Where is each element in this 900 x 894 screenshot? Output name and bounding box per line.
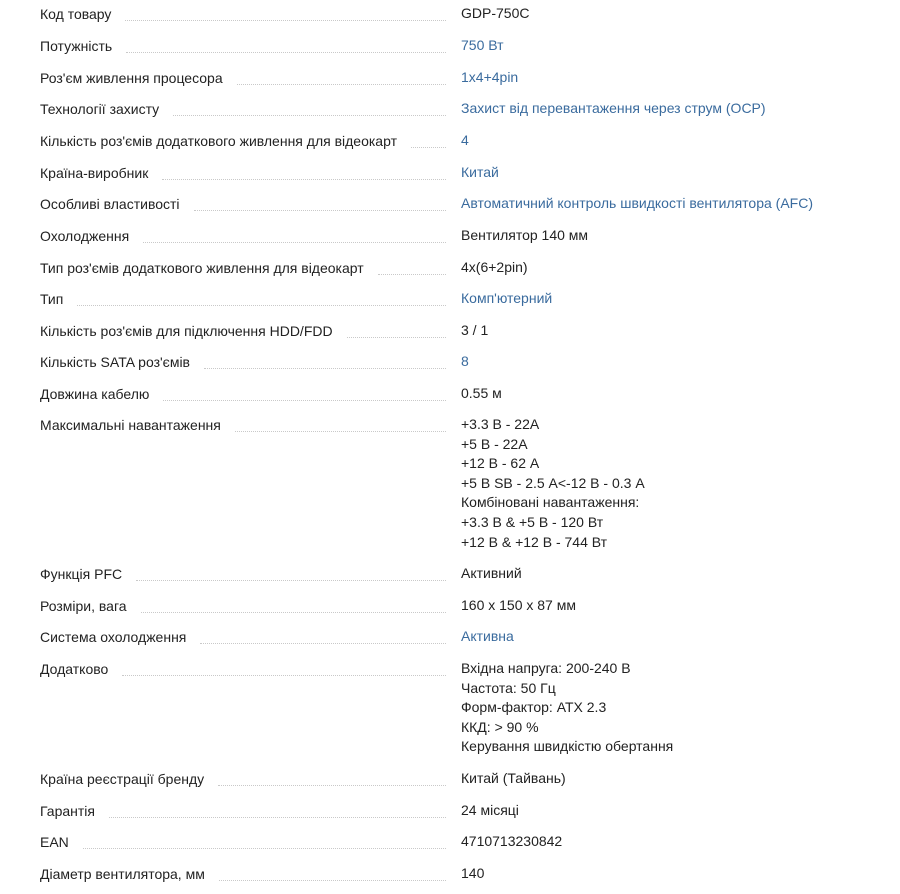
spec-value-link[interactable] <box>446 352 469 372</box>
spec-value-line: 4710713230842 <box>461 833 563 849</box>
spec-row <box>0 832 900 852</box>
spec-value-line: +5 В SB - 2.5 А<-12 В - 0.3 А <box>461 474 645 491</box>
spec-label: Країна-виробник <box>40 163 162 183</box>
spec-row <box>0 352 900 372</box>
spec-value-line: 4x(6+2pin) <box>461 259 528 275</box>
dotted-leader <box>141 611 446 613</box>
spec-label-cell <box>0 163 446 183</box>
spec-value <box>446 832 562 852</box>
spec-label: Країна реєстрації бренду <box>40 769 218 789</box>
spec-row <box>0 564 900 584</box>
spec-label: Тип роз'ємів додаткового живлення для відеокарт <box>40 258 378 278</box>
spec-label: Система охолодження <box>40 627 200 647</box>
spec-value-line: Форм-фактор: ATX 2.3 <box>461 699 607 716</box>
spec-value-line: Комбіновані навантаження: <box>461 494 640 511</box>
spec-label: Кількість роз'ємів для підключення HDD/FDD <box>40 321 347 341</box>
spec-value <box>446 4 529 24</box>
spec-value-line[interactable]: Китай <box>461 164 499 180</box>
spec-value-line[interactable]: Активна <box>461 628 514 644</box>
spec-value-line: +12 В - 62 А <box>461 455 540 472</box>
spec-row <box>0 194 900 214</box>
spec-value <box>446 564 522 584</box>
spec-value-link[interactable] <box>446 194 813 214</box>
spec-row <box>0 289 900 309</box>
spec-label-cell <box>0 415 446 435</box>
spec-value-link[interactable] <box>446 131 469 151</box>
dotted-leader <box>204 367 446 369</box>
spec-value-line: +12 В & +12 В - 744 Вт <box>461 533 608 550</box>
spec-label-cell <box>0 99 446 119</box>
dotted-leader <box>411 146 446 148</box>
spec-label: Роз'єм живлення процесора <box>40 68 237 88</box>
spec-row <box>0 68 900 88</box>
spec-label-cell <box>0 659 446 679</box>
spec-row <box>0 415 900 552</box>
spec-value-line[interactable]: Захист від перевантаження через струм (OCP) <box>461 100 766 116</box>
spec-value <box>446 864 484 884</box>
spec-label: Потужність <box>40 36 126 56</box>
dotted-leader <box>162 178 446 180</box>
dotted-leader <box>122 674 446 676</box>
dotted-leader <box>143 241 446 243</box>
spec-value-line[interactable]: 4 <box>461 132 469 148</box>
dotted-leader <box>237 83 446 85</box>
spec-row <box>0 659 900 757</box>
spec-value-line: Вентилятор 140 мм <box>461 227 589 243</box>
spec-row <box>0 321 900 341</box>
spec-value-line: 24 місяці <box>461 802 519 818</box>
spec-label: Код товару <box>40 4 125 24</box>
spec-label-cell <box>0 289 446 309</box>
spec-value-link[interactable] <box>446 68 518 88</box>
spec-label: Кількість роз'ємів додаткового живлення для відеокарт <box>40 131 411 151</box>
spec-label-cell <box>0 627 446 647</box>
spec-value-line: GDP-750C <box>461 5 530 21</box>
spec-value-line: +3.3 В - 22А <box>461 416 540 432</box>
spec-label: Розміри, вага <box>40 596 141 616</box>
spec-value <box>446 659 673 757</box>
spec-value-line[interactable]: 750 Вт <box>461 37 504 53</box>
dotted-leader <box>194 209 446 211</box>
spec-label-cell <box>0 564 446 584</box>
spec-label: Тип <box>40 289 77 309</box>
spec-value-line[interactable]: 8 <box>461 353 469 369</box>
dotted-leader <box>77 304 446 306</box>
spec-label: Гарантія <box>40 801 109 821</box>
spec-value-line: 160 x 150 x 87 мм <box>461 597 576 613</box>
spec-value-link[interactable] <box>446 36 504 56</box>
spec-label: Діаметр вентилятора, мм <box>40 864 219 884</box>
spec-label-cell <box>0 4 446 24</box>
spec-label-cell <box>0 194 446 214</box>
spec-value <box>446 226 588 246</box>
dotted-leader <box>235 430 446 432</box>
spec-label: Максимальні навантаження <box>40 415 235 435</box>
spec-label: Охолодження <box>40 226 143 246</box>
spec-value-line[interactable]: Комп'ютерний <box>461 290 553 306</box>
spec-label: Додатково <box>40 659 122 679</box>
spec-label-cell <box>0 258 446 278</box>
spec-label: Особливі властивості <box>40 194 194 214</box>
spec-row <box>0 99 900 119</box>
dotted-leader <box>125 19 446 21</box>
spec-label-cell <box>0 131 446 151</box>
spec-label-cell <box>0 769 446 789</box>
spec-row <box>0 258 900 278</box>
spec-label-cell <box>0 352 446 372</box>
spec-label: Кількість SATA роз'ємів <box>40 352 204 372</box>
spec-value-line: Частота: 50 Гц <box>461 679 556 696</box>
spec-row <box>0 36 900 56</box>
spec-value <box>446 596 576 616</box>
spec-row <box>0 131 900 151</box>
dotted-leader <box>83 847 446 849</box>
spec-value-line: +3.3 В & +5 В - 120 Вт <box>461 513 604 530</box>
spec-label-cell <box>0 68 446 88</box>
spec-value-line: 140 <box>461 865 485 881</box>
dotted-leader <box>218 784 446 786</box>
spec-value-line: 3 / 1 <box>461 322 489 338</box>
spec-value-line: Вхідна напруга: 200-240 В <box>461 660 631 676</box>
dotted-leader <box>347 336 446 338</box>
spec-value-line[interactable]: 1x4+4pin <box>461 69 519 85</box>
spec-label-cell <box>0 832 446 852</box>
dotted-leader <box>126 51 446 53</box>
spec-value-line: Китай (Тайвань) <box>461 770 566 786</box>
spec-value-link[interactable] <box>446 163 499 183</box>
dotted-leader <box>136 579 446 581</box>
spec-value-link[interactable] <box>446 99 766 119</box>
spec-label: Технології захисту <box>40 99 173 119</box>
spec-row <box>0 801 900 821</box>
spec-row <box>0 226 900 246</box>
spec-label-cell <box>0 596 446 616</box>
spec-row <box>0 4 900 24</box>
spec-value-line[interactable]: Автоматичний контроль швидкості вентилятора (AFC) <box>461 195 813 211</box>
spec-label: EAN <box>40 832 83 852</box>
dotted-leader <box>109 816 446 818</box>
spec-label: Довжина кабелю <box>40 384 163 404</box>
spec-row <box>0 163 900 183</box>
spec-label-cell <box>0 226 446 246</box>
spec-value-line: Керування швидкістю обертання <box>461 738 674 755</box>
spec-value-link[interactable] <box>446 289 552 309</box>
spec-value-link[interactable] <box>446 627 514 647</box>
dotted-leader <box>219 879 446 881</box>
spec-value-line: +5 В - 22А <box>461 435 528 452</box>
spec-row <box>0 627 900 647</box>
spec-value <box>446 384 502 404</box>
spec-label-cell <box>0 384 446 404</box>
spec-label: Функція PFC <box>40 564 136 584</box>
spec-label-cell <box>0 36 446 56</box>
spec-value <box>446 415 645 552</box>
spec-row <box>0 769 900 789</box>
spec-value-line: 0.55 м <box>461 385 502 401</box>
dotted-leader <box>200 642 446 644</box>
spec-value <box>446 769 566 789</box>
spec-row <box>0 596 900 616</box>
dotted-leader <box>163 399 446 401</box>
spec-value-line: ККД: > 90 % <box>461 718 539 735</box>
dotted-leader <box>378 273 446 275</box>
spec-value <box>446 321 488 341</box>
dotted-leader <box>173 114 446 116</box>
spec-label-cell <box>0 864 446 884</box>
spec-label-cell <box>0 321 446 341</box>
spec-row <box>0 864 900 884</box>
spec-row <box>0 384 900 404</box>
spec-value-line: Активний <box>461 565 522 581</box>
spec-label-cell <box>0 801 446 821</box>
spec-value <box>446 258 528 278</box>
spec-value <box>446 801 519 821</box>
